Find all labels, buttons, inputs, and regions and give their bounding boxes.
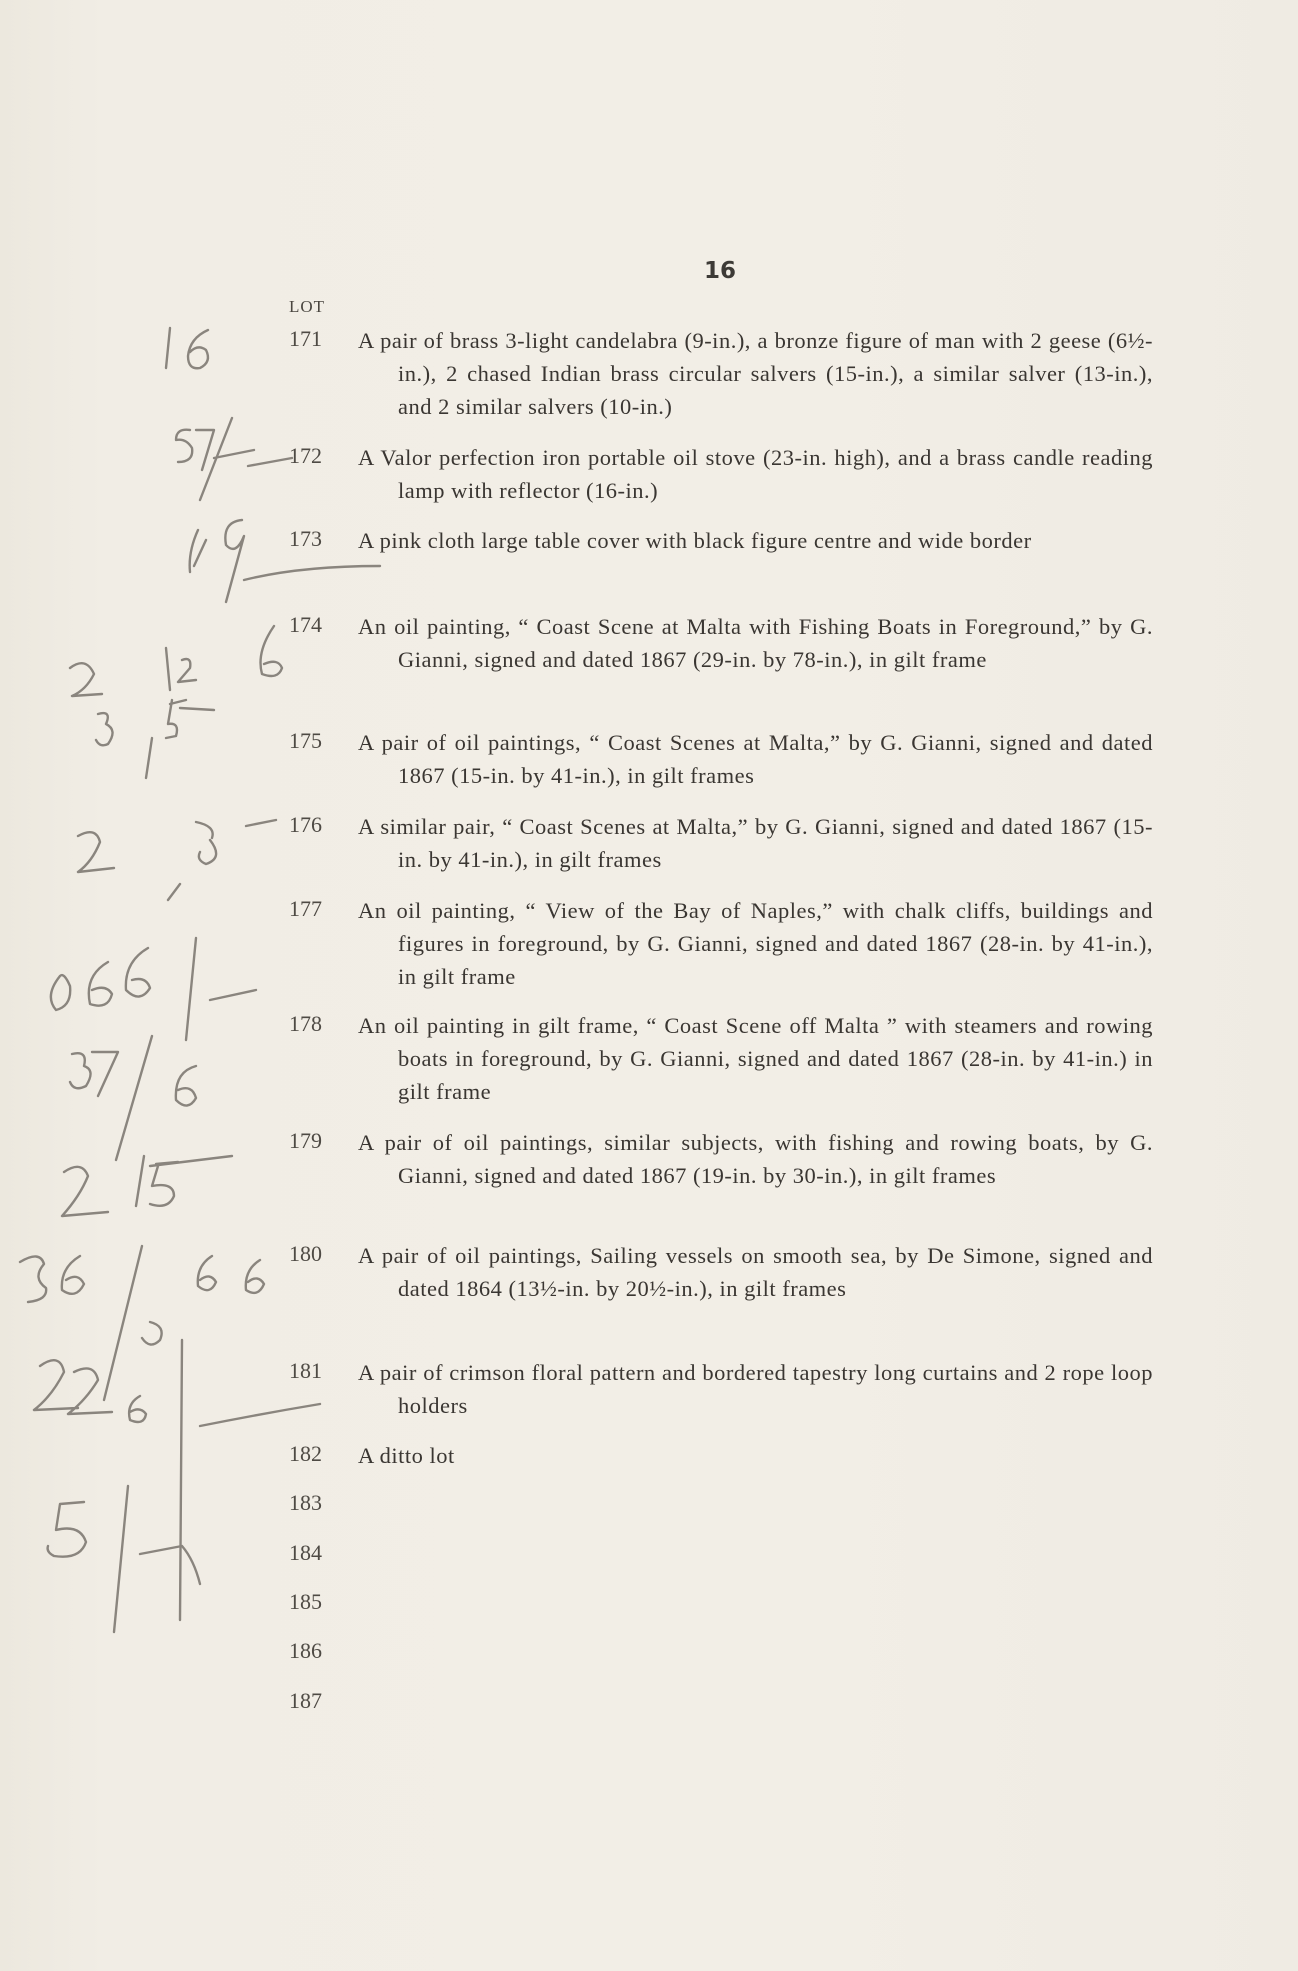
lot-description: A ditto lot xyxy=(358,1443,455,1468)
lot-description: An oil painting, “ View of the Bay of Naples,” with chalk cliffs, buildings and figures in foreground, by G. Gianni, signed and dated 1867 (28-in. by 41-in.), in gilt frame xyxy=(358,898,1153,989)
lot-number: 185 xyxy=(289,1589,322,1614)
page-number: 16 xyxy=(703,258,736,284)
lot-number: 179 xyxy=(289,1128,322,1153)
lot-description: A pair of oil paintings, Sailing vessels on smooth sea, by De Simone, signed and dated 1864 (13½-in. by 20½-in.), in gilt frames xyxy=(358,1243,1153,1301)
lot-description: A pair of oil paintings, similar subjects, with fishing and rowing boats, by G. Gianni, signed and dated 1867 (19-in. by 30-in.), in gilt frames xyxy=(358,1130,1153,1188)
lot-number: 171 xyxy=(289,326,322,351)
pencil-note xyxy=(166,328,208,368)
lot-description: A Valor perfection iron portable oil stove (23-in. high), and a brass candle reading lamp with reflector (16-in.) xyxy=(358,445,1153,503)
lot-description: A pair of oil paintings, “ Coast Scenes at Malta,” by G. Gianni, signed and dated 1867 (15-in. by 41-in.), in gilt frames xyxy=(358,730,1153,788)
pencil-note xyxy=(176,418,254,500)
pencil-note xyxy=(248,458,292,466)
pencil-note xyxy=(48,1486,200,1632)
pencil-note xyxy=(70,1036,196,1160)
lot-number: 172 xyxy=(289,443,322,468)
lot-description: An oil painting in gilt frame, “ Coast Scene off Malta ” with steamers and rowing boats in foreground, by G. Gianni, signed and dated 1867 (28-in. by 41-in.) in gilt frame xyxy=(358,1013,1153,1104)
lot-number: 174 xyxy=(289,612,322,637)
lot-number: 187 xyxy=(289,1688,322,1713)
lot-number: 173 xyxy=(289,526,322,551)
lot-number: 178 xyxy=(289,1011,322,1036)
lot-number: 183 xyxy=(289,1490,322,1515)
pencil-note xyxy=(96,700,214,778)
pencil-note xyxy=(62,1156,232,1216)
lot-description: A pink cloth large table cover with black figure centre and wide border xyxy=(358,528,1032,553)
pencil-note xyxy=(51,938,256,1040)
lot-number: 176 xyxy=(289,812,322,837)
lot-number: 181 xyxy=(289,1358,322,1383)
lot-column-header: LOT xyxy=(289,297,326,316)
lot-number: 182 xyxy=(289,1441,322,1466)
lot-number: 186 xyxy=(289,1638,322,1663)
lot-description: A pair of crimson floral pattern and bordered tapestry long curtains and 2 rope loop holders xyxy=(358,1360,1153,1418)
pencil-note xyxy=(78,820,276,900)
lot-number: 175 xyxy=(289,728,322,753)
pencil-note xyxy=(70,626,282,696)
lot-description: A pair of brass 3-light candelabra (9-in.), a bronze figure of man with 2 geese (6½-in.), 2 chased Indian brass circular salvers (15-in.), a similar salver (13-in.), and 2 similar salvers (10-in.) xyxy=(358,328,1153,419)
pencil-note xyxy=(20,1246,264,1400)
pencil-note xyxy=(190,520,380,602)
lot-description: An oil painting, “ Coast Scene at Malta with Fishing Boats in Foreground,” by G. Gianni, signed and dated 1867 (29-in. by 78-in.), in gilt frame xyxy=(358,614,1153,672)
lot-number: 177 xyxy=(289,896,322,921)
pencil-note xyxy=(34,1340,320,1620)
lot-description: A similar pair, “ Coast Scenes at Malta,” by G. Gianni, signed and dated 1867 (15-in. by 41-in.), in gilt frames xyxy=(358,814,1153,872)
lot-number: 184 xyxy=(289,1540,322,1565)
lot-number: 180 xyxy=(289,1241,322,1266)
